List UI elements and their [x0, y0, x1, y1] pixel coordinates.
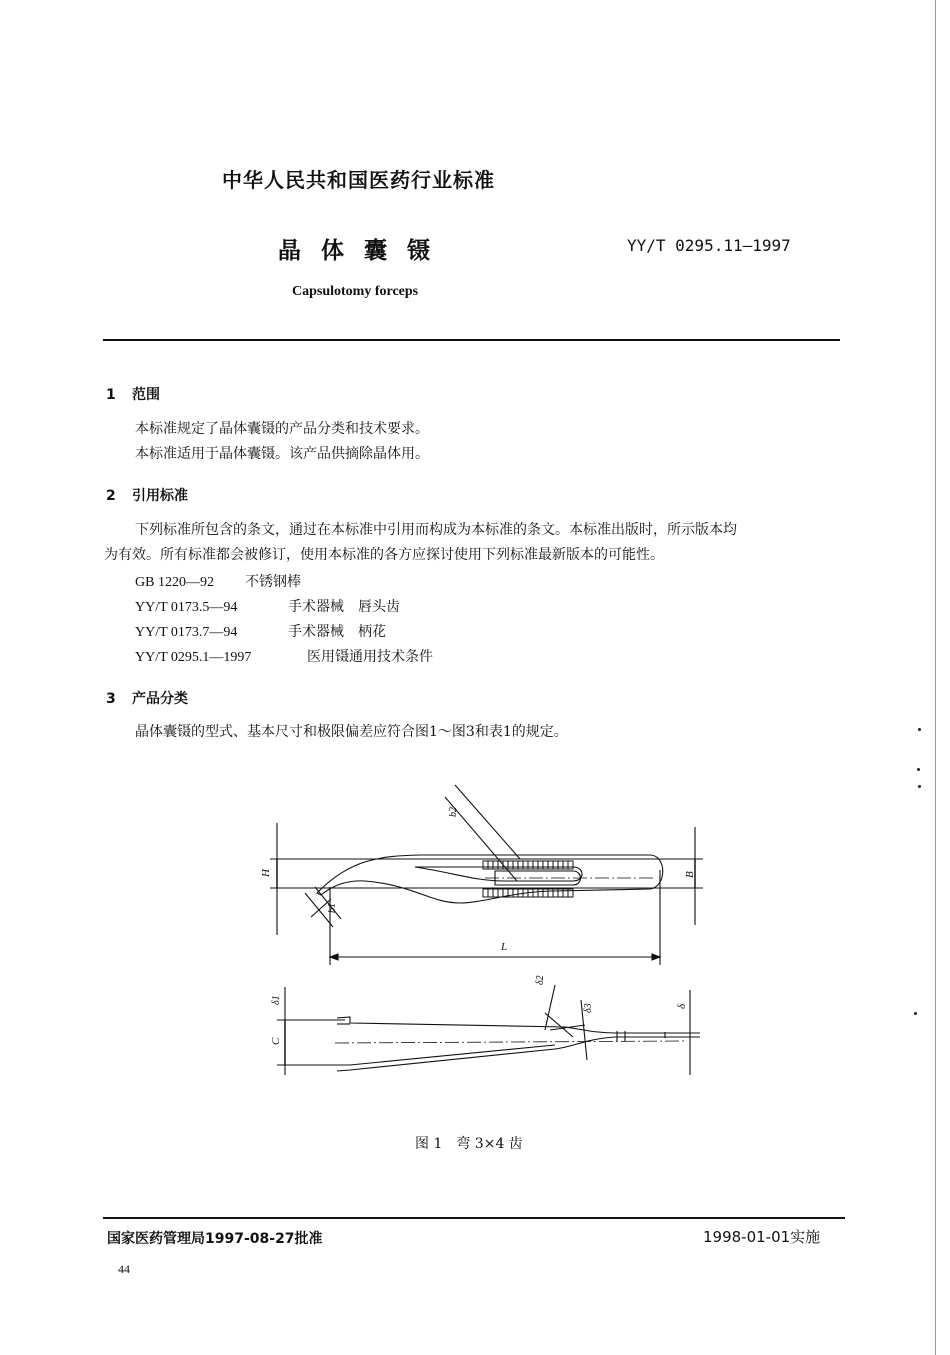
- standard-code: YY/T 0295.11—1997: [627, 236, 791, 255]
- leader-line-b2: [455, 785, 520, 859]
- label-delta: δ: [676, 1003, 688, 1009]
- label-delta1: δ1: [271, 995, 282, 1005]
- english-title: Capsulotomy forceps: [292, 284, 419, 299]
- reference-item: [135, 621, 386, 641]
- scan-speck: [914, 1012, 917, 1015]
- standard-organization-title: 中华人民共和国医药行业标准: [222, 168, 495, 192]
- forceps-lower-blade: [337, 1045, 555, 1065]
- label-b1: b1: [327, 903, 338, 913]
- reference-title: 手术器械 唇头齿: [288, 599, 400, 615]
- scan-speck: [918, 785, 921, 788]
- label-H: H: [260, 869, 272, 877]
- reference-title: 医用镊通用技术条件: [307, 649, 433, 665]
- approval-line: 国家医药管理局1997-08-27批准: [107, 1231, 323, 1247]
- leader-line-b1: [315, 887, 341, 919]
- section-heading-references: [106, 485, 188, 505]
- reference-item: [135, 596, 400, 616]
- section-heading-classification: [106, 688, 188, 708]
- handle-serration: [483, 861, 573, 897]
- reference-code: YY/T 0173.7—94: [135, 625, 238, 640]
- leader-line-d2: [545, 985, 555, 1030]
- reference-title: 手术器械 柄花: [288, 624, 386, 640]
- footer-divider: [103, 1217, 845, 1219]
- paragraph: 晶体囊镊的型式、基本尺寸和极限偏差应符合图1～图3和表1的规定。: [135, 724, 568, 740]
- centre-line: [335, 1041, 685, 1043]
- reference-code: GB 1220—92: [135, 575, 214, 590]
- page-number: 44: [118, 1262, 130, 1276]
- label-C: C: [270, 1037, 282, 1045]
- scan-speck: [917, 768, 920, 771]
- reference-title: 不锈钢棒: [245, 574, 301, 590]
- header-divider: [103, 339, 840, 341]
- section-heading-scope: [106, 384, 160, 404]
- section-number: 1: [106, 387, 116, 403]
- paragraph: 本标准适用于晶体囊镊。该产品供摘除晶体用。: [135, 446, 429, 462]
- section-heading-text: 引用标准: [132, 488, 188, 504]
- reference-item: [135, 571, 301, 591]
- section-number: 3: [106, 691, 116, 707]
- label-B: B: [684, 871, 696, 878]
- paragraph: 下列标准所包含的条文，通过在本标准中引用而构成为本标准的条文。本标准出版时，所示版本均: [135, 522, 737, 538]
- figure-caption: 图 1 弯 3×4 齿: [415, 1136, 523, 1152]
- paragraph: 为有效。所有标准都会被修订，使用本标准的各方应探讨使用下列标准最新版本的可能性。: [104, 547, 664, 563]
- label-b2: b2: [448, 807, 459, 817]
- reference-code: YY/T 0295.1—1997: [135, 650, 252, 665]
- forceps-technical-drawing: [255, 775, 725, 1085]
- scan-speck: [918, 728, 921, 731]
- reference-code: YY/T 0173.5—94: [135, 600, 238, 615]
- effective-date: 1998-01-01实施: [703, 1228, 821, 1246]
- reference-item: [135, 646, 433, 666]
- label-delta3: δ3: [583, 1003, 594, 1013]
- forceps-upper-blade: [337, 1017, 665, 1033]
- section-heading-text: 产品分类: [132, 691, 188, 707]
- label-delta2: δ2: [535, 975, 546, 985]
- document-title: 晶体囊镊: [278, 238, 450, 264]
- forceps-outline-top: [317, 855, 663, 903]
- paragraph: 本标准规定了晶体囊镊的产品分类和技术要求。: [135, 421, 429, 437]
- section-number: 2: [106, 488, 116, 504]
- leader-line-d2: [545, 1013, 573, 1037]
- section-heading-text: 范围: [132, 387, 160, 403]
- label-L: L: [501, 941, 508, 953]
- page-edge-line: [935, 0, 936, 1355]
